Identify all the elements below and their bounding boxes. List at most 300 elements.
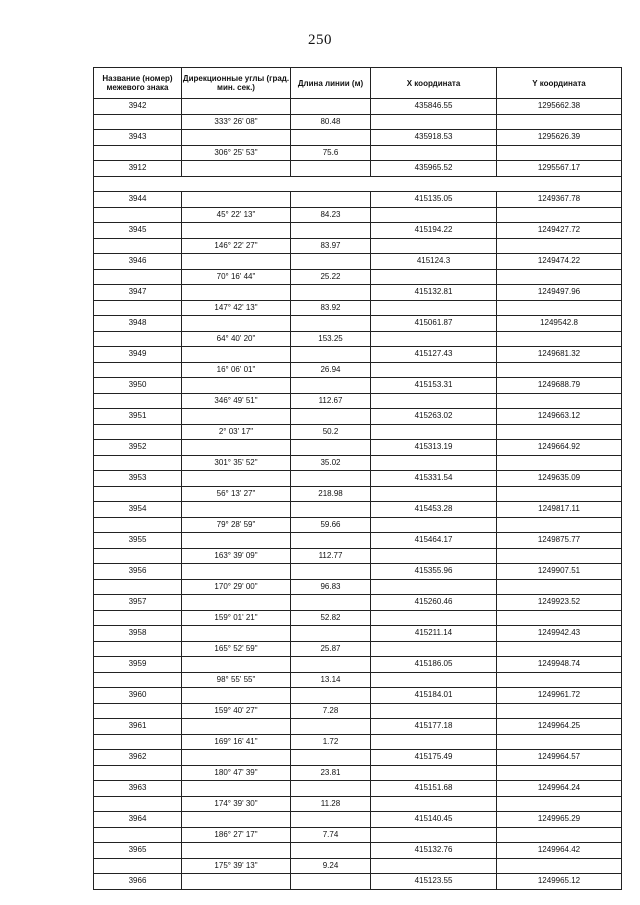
angle-cell: 159° 01' 21" (182, 610, 291, 626)
angle-cell (182, 874, 291, 890)
point-row (94, 719, 622, 735)
point-name-cell: 3944 (94, 192, 182, 208)
point-name-cell (94, 238, 182, 254)
x-coordinate-cell (371, 300, 497, 316)
angle-cell (182, 471, 291, 487)
point-name-cell (94, 207, 182, 223)
point-row (94, 564, 622, 580)
y-coordinate-cell (497, 486, 622, 502)
segment-row (94, 455, 622, 471)
angle-cell (182, 564, 291, 580)
point-name-cell (94, 362, 182, 378)
angle-cell: 2° 03' 17" (182, 424, 291, 440)
y-coordinate-cell (497, 610, 622, 626)
point-row (94, 347, 622, 363)
length-cell (291, 533, 371, 549)
y-coordinate-cell: 1249427.72 (497, 223, 622, 239)
x-coordinate-cell: 415331.54 (371, 471, 497, 487)
angle-cell (182, 843, 291, 859)
angle-cell: 165° 52' 59" (182, 641, 291, 657)
angle-cell: 163° 39' 09" (182, 548, 291, 564)
y-coordinate-cell: 1249474.22 (497, 254, 622, 270)
angle-cell: 98° 55' 55" (182, 672, 291, 688)
segment-row (94, 393, 622, 409)
separator-cell (94, 176, 622, 192)
length-cell (291, 254, 371, 270)
point-name-cell (94, 424, 182, 440)
y-coordinate-cell (497, 765, 622, 781)
point-name-cell: 3953 (94, 471, 182, 487)
y-coordinate-cell (497, 145, 622, 161)
y-coordinate-cell: 1249923.52 (497, 595, 622, 611)
x-coordinate-cell: 435965.52 (371, 161, 497, 177)
angle-cell (182, 223, 291, 239)
angle-cell: 306° 25' 53" (182, 145, 291, 161)
point-name-cell (94, 672, 182, 688)
angle-cell: 45° 22' 13" (182, 207, 291, 223)
x-coordinate-cell (371, 579, 497, 595)
length-cell: 75.6 (291, 145, 371, 161)
segment-row (94, 579, 622, 595)
x-coordinate-cell: 415184.01 (371, 688, 497, 704)
y-coordinate-cell (497, 393, 622, 409)
length-cell (291, 750, 371, 766)
x-coordinate-cell (371, 362, 497, 378)
x-coordinate-cell: 415135.05 (371, 192, 497, 208)
angle-cell: 16° 06' 01" (182, 362, 291, 378)
point-name-cell: 3912 (94, 161, 182, 177)
y-coordinate-cell (497, 827, 622, 843)
table-header (94, 68, 622, 99)
point-name-cell (94, 331, 182, 347)
point-name-cell (94, 393, 182, 409)
length-cell (291, 285, 371, 301)
point-row (94, 440, 622, 456)
angle-cell (182, 719, 291, 735)
y-coordinate-cell (497, 517, 622, 533)
segment-row (94, 300, 622, 316)
angle-cell: 147° 42' 13" (182, 300, 291, 316)
x-coordinate-cell: 415061.87 (371, 316, 497, 332)
length-cell: 112.77 (291, 548, 371, 564)
header-line-length: Длина линии (м) (291, 68, 371, 99)
angle-cell: 79° 28' 59" (182, 517, 291, 533)
segment-row (94, 269, 622, 285)
angle-cell: 169° 16' 41" (182, 734, 291, 750)
x-coordinate-cell: 415132.76 (371, 843, 497, 859)
y-coordinate-cell (497, 331, 622, 347)
y-coordinate-cell: 1249635.09 (497, 471, 622, 487)
y-coordinate-cell: 1249497.96 (497, 285, 622, 301)
angle-cell: 180° 47' 39" (182, 765, 291, 781)
length-cell: 25.22 (291, 269, 371, 285)
point-name-cell (94, 579, 182, 595)
angle-cell: 301° 35' 52" (182, 455, 291, 471)
length-cell (291, 843, 371, 859)
y-coordinate-cell (497, 114, 622, 130)
angle-cell (182, 533, 291, 549)
segment-row (94, 145, 622, 161)
angle-cell: 159° 40' 27" (182, 703, 291, 719)
segment-row (94, 765, 622, 781)
x-coordinate-cell: 415123.55 (371, 874, 497, 890)
x-coordinate-cell: 415211.14 (371, 626, 497, 642)
y-coordinate-cell (497, 424, 622, 440)
length-cell: 153.25 (291, 331, 371, 347)
y-coordinate-cell: 1249948.74 (497, 657, 622, 673)
length-cell (291, 409, 371, 425)
y-coordinate-cell (497, 796, 622, 812)
y-coordinate-cell: 1249942.43 (497, 626, 622, 642)
x-coordinate-cell (371, 517, 497, 533)
length-cell: 7.28 (291, 703, 371, 719)
point-row (94, 378, 622, 394)
x-coordinate-cell (371, 672, 497, 688)
point-name-cell (94, 548, 182, 564)
point-row (94, 812, 622, 828)
angle-cell (182, 688, 291, 704)
angle-cell: 70° 16' 44" (182, 269, 291, 285)
y-coordinate-cell (497, 734, 622, 750)
y-coordinate-cell (497, 238, 622, 254)
x-coordinate-cell: 415186.05 (371, 657, 497, 673)
length-cell: 9.24 (291, 858, 371, 874)
x-coordinate-cell (371, 269, 497, 285)
angle-cell (182, 812, 291, 828)
point-name-cell: 3949 (94, 347, 182, 363)
point-row (94, 502, 622, 518)
angle-cell (182, 440, 291, 456)
angle-cell: 64° 40' 20" (182, 331, 291, 347)
angle-cell (182, 409, 291, 425)
x-coordinate-cell (371, 145, 497, 161)
point-name-cell (94, 269, 182, 285)
y-coordinate-cell (497, 269, 622, 285)
x-coordinate-cell: 415464.17 (371, 533, 497, 549)
angle-cell (182, 657, 291, 673)
x-coordinate-cell: 415151.68 (371, 781, 497, 797)
segment-row (94, 331, 622, 347)
y-coordinate-cell (497, 548, 622, 564)
table-body (94, 99, 622, 890)
segment-row (94, 796, 622, 812)
x-coordinate-cell: 415175.49 (371, 750, 497, 766)
y-coordinate-cell (497, 362, 622, 378)
length-cell (291, 130, 371, 146)
length-cell (291, 223, 371, 239)
x-coordinate-cell (371, 610, 497, 626)
y-coordinate-cell: 1295626.39 (497, 130, 622, 146)
point-name-cell: 3961 (94, 719, 182, 735)
angle-cell (182, 99, 291, 115)
x-coordinate-cell (371, 548, 497, 564)
point-row (94, 750, 622, 766)
point-name-cell: 3962 (94, 750, 182, 766)
segment-row (94, 238, 622, 254)
y-coordinate-cell: 1249907.51 (497, 564, 622, 580)
y-coordinate-cell: 1249961.72 (497, 688, 622, 704)
x-coordinate-cell (371, 641, 497, 657)
y-coordinate-cell: 1249964.42 (497, 843, 622, 859)
y-coordinate-cell (497, 300, 622, 316)
y-coordinate-cell: 1249875.77 (497, 533, 622, 549)
point-name-cell (94, 703, 182, 719)
y-coordinate-cell: 1249817.11 (497, 502, 622, 518)
point-name-cell (94, 145, 182, 161)
segment-row (94, 610, 622, 626)
point-row (94, 874, 622, 890)
length-cell (291, 99, 371, 115)
point-name-cell (94, 641, 182, 657)
length-cell: 112.67 (291, 393, 371, 409)
length-cell: 52.82 (291, 610, 371, 626)
y-coordinate-cell: 1249542.8 (497, 316, 622, 332)
y-coordinate-cell (497, 641, 622, 657)
length-cell: 23.81 (291, 765, 371, 781)
y-coordinate-cell (497, 858, 622, 874)
x-coordinate-cell (371, 424, 497, 440)
point-name-cell: 3957 (94, 595, 182, 611)
y-coordinate-cell: 1249367.78 (497, 192, 622, 208)
x-coordinate-cell: 435846.55 (371, 99, 497, 115)
page-number: 250 (308, 32, 332, 48)
angle-cell (182, 781, 291, 797)
segment-row (94, 207, 622, 223)
point-name-cell: 3956 (94, 564, 182, 580)
x-coordinate-cell (371, 765, 497, 781)
angle-cell (182, 750, 291, 766)
length-cell: 25.87 (291, 641, 371, 657)
length-cell (291, 316, 371, 332)
segment-row (94, 362, 622, 378)
point-row (94, 223, 622, 239)
point-name-cell (94, 796, 182, 812)
y-coordinate-cell: 1295662.38 (497, 99, 622, 115)
length-cell (291, 688, 371, 704)
y-coordinate-cell (497, 579, 622, 595)
point-name-cell (94, 455, 182, 471)
length-cell (291, 378, 371, 394)
x-coordinate-cell (371, 331, 497, 347)
header-x-coordinate: X координата (371, 68, 497, 99)
x-coordinate-cell (371, 703, 497, 719)
x-coordinate-cell (371, 393, 497, 409)
y-coordinate-cell: 1249965.29 (497, 812, 622, 828)
y-coordinate-cell: 1249664.92 (497, 440, 622, 456)
x-coordinate-cell: 415260.46 (371, 595, 497, 611)
y-coordinate-cell: 1249965.12 (497, 874, 622, 890)
point-name-cell: 3955 (94, 533, 182, 549)
x-coordinate-cell: 435918.53 (371, 130, 497, 146)
length-cell (291, 347, 371, 363)
point-row (94, 688, 622, 704)
point-row (94, 781, 622, 797)
point-row (94, 130, 622, 146)
header-point-name: Название (номер) межевого знака (94, 68, 182, 99)
y-coordinate-cell (497, 207, 622, 223)
angle-cell (182, 378, 291, 394)
point-row (94, 626, 622, 642)
point-name-cell (94, 734, 182, 750)
length-cell (291, 192, 371, 208)
point-name-cell: 3964 (94, 812, 182, 828)
segment-row (94, 734, 622, 750)
length-cell: 84.23 (291, 207, 371, 223)
point-name-cell: 3943 (94, 130, 182, 146)
point-name-cell: 3958 (94, 626, 182, 642)
point-name-cell (94, 858, 182, 874)
x-coordinate-cell: 415132.81 (371, 285, 497, 301)
y-coordinate-cell: 1249663.12 (497, 409, 622, 425)
point-name-cell: 3954 (94, 502, 182, 518)
point-row (94, 533, 622, 549)
x-coordinate-cell: 415124.3 (371, 254, 497, 270)
segment-row (94, 114, 622, 130)
length-cell: 218.98 (291, 486, 371, 502)
x-coordinate-cell (371, 858, 497, 874)
x-coordinate-cell (371, 796, 497, 812)
segment-row (94, 548, 622, 564)
x-coordinate-cell (371, 114, 497, 130)
x-coordinate-cell (371, 734, 497, 750)
point-name-cell: 3952 (94, 440, 182, 456)
point-name-cell: 3947 (94, 285, 182, 301)
point-name-cell: 3959 (94, 657, 182, 673)
angle-cell (182, 254, 291, 270)
point-name-cell: 3965 (94, 843, 182, 859)
x-coordinate-cell (371, 827, 497, 843)
length-cell (291, 657, 371, 673)
length-cell (291, 812, 371, 828)
angle-cell: 170° 29' 00" (182, 579, 291, 595)
length-cell: 80.48 (291, 114, 371, 130)
point-name-cell: 3963 (94, 781, 182, 797)
x-coordinate-cell: 415313.19 (371, 440, 497, 456)
point-row (94, 161, 622, 177)
length-cell: 7.74 (291, 827, 371, 843)
segment-row (94, 672, 622, 688)
point-name-cell: 3966 (94, 874, 182, 890)
angle-cell (182, 285, 291, 301)
angle-cell (182, 502, 291, 518)
angle-cell (182, 130, 291, 146)
point-name-cell: 3950 (94, 378, 182, 394)
angle-cell (182, 192, 291, 208)
x-coordinate-cell: 415140.45 (371, 812, 497, 828)
point-row (94, 99, 622, 115)
y-coordinate-cell (497, 703, 622, 719)
y-coordinate-cell: 1249964.24 (497, 781, 622, 797)
x-coordinate-cell (371, 207, 497, 223)
angle-cell (182, 347, 291, 363)
point-name-cell (94, 827, 182, 843)
length-cell (291, 874, 371, 890)
point-name-cell: 3946 (94, 254, 182, 270)
point-name-cell (94, 300, 182, 316)
segment-row (94, 641, 622, 657)
angle-cell: 146° 22' 27" (182, 238, 291, 254)
point-row (94, 657, 622, 673)
length-cell: 96.83 (291, 579, 371, 595)
point-name-cell (94, 486, 182, 502)
length-cell: 83.92 (291, 300, 371, 316)
length-cell (291, 595, 371, 611)
x-coordinate-cell: 415153.31 (371, 378, 497, 394)
x-coordinate-cell: 415177.18 (371, 719, 497, 735)
angle-cell (182, 626, 291, 642)
angle-cell: 333° 26' 08" (182, 114, 291, 130)
length-cell: 59.66 (291, 517, 371, 533)
length-cell: 26.94 (291, 362, 371, 378)
point-name-cell (94, 610, 182, 626)
x-coordinate-cell: 415127.43 (371, 347, 497, 363)
y-coordinate-cell: 1249964.57 (497, 750, 622, 766)
angle-cell: 56° 13' 27" (182, 486, 291, 502)
segment-row (94, 486, 622, 502)
x-coordinate-cell: 415263.02 (371, 409, 497, 425)
point-name-cell: 3951 (94, 409, 182, 425)
length-cell (291, 471, 371, 487)
segment-row (94, 424, 622, 440)
length-cell (291, 564, 371, 580)
y-coordinate-cell: 1295567.17 (497, 161, 622, 177)
point-row (94, 471, 622, 487)
angle-cell (182, 316, 291, 332)
length-cell: 11.28 (291, 796, 371, 812)
segment-row (94, 827, 622, 843)
length-cell (291, 161, 371, 177)
point-row (94, 316, 622, 332)
point-name-cell: 3948 (94, 316, 182, 332)
point-row (94, 192, 622, 208)
y-coordinate-cell: 1249964.25 (497, 719, 622, 735)
length-cell (291, 626, 371, 642)
segment-row (94, 858, 622, 874)
angle-cell: 174° 39' 30" (182, 796, 291, 812)
header-row (94, 68, 622, 99)
segment-row (94, 703, 622, 719)
x-coordinate-cell: 415194.22 (371, 223, 497, 239)
point-row (94, 409, 622, 425)
point-name-cell: 3942 (94, 99, 182, 115)
header-y-coordinate: Y координата (497, 68, 622, 99)
point-row (94, 285, 622, 301)
x-coordinate-cell: 415355.96 (371, 564, 497, 580)
length-cell: 35.02 (291, 455, 371, 471)
angle-cell: 175° 39' 13" (182, 858, 291, 874)
angle-cell: 186° 27' 17" (182, 827, 291, 843)
coordinates-table (93, 67, 622, 890)
length-cell (291, 502, 371, 518)
y-coordinate-cell (497, 455, 622, 471)
segment-row (94, 517, 622, 533)
y-coordinate-cell: 1249681.32 (497, 347, 622, 363)
y-coordinate-cell: 1249688.79 (497, 378, 622, 394)
point-name-cell (94, 114, 182, 130)
x-coordinate-cell: 415453.28 (371, 502, 497, 518)
length-cell: 83.97 (291, 238, 371, 254)
angle-cell (182, 595, 291, 611)
y-coordinate-cell (497, 672, 622, 688)
point-row (94, 843, 622, 859)
angle-cell (182, 161, 291, 177)
separator-row (94, 176, 622, 192)
point-row (94, 595, 622, 611)
x-coordinate-cell (371, 455, 497, 471)
point-row (94, 254, 622, 270)
point-name-cell (94, 517, 182, 533)
length-cell: 1.72 (291, 734, 371, 750)
